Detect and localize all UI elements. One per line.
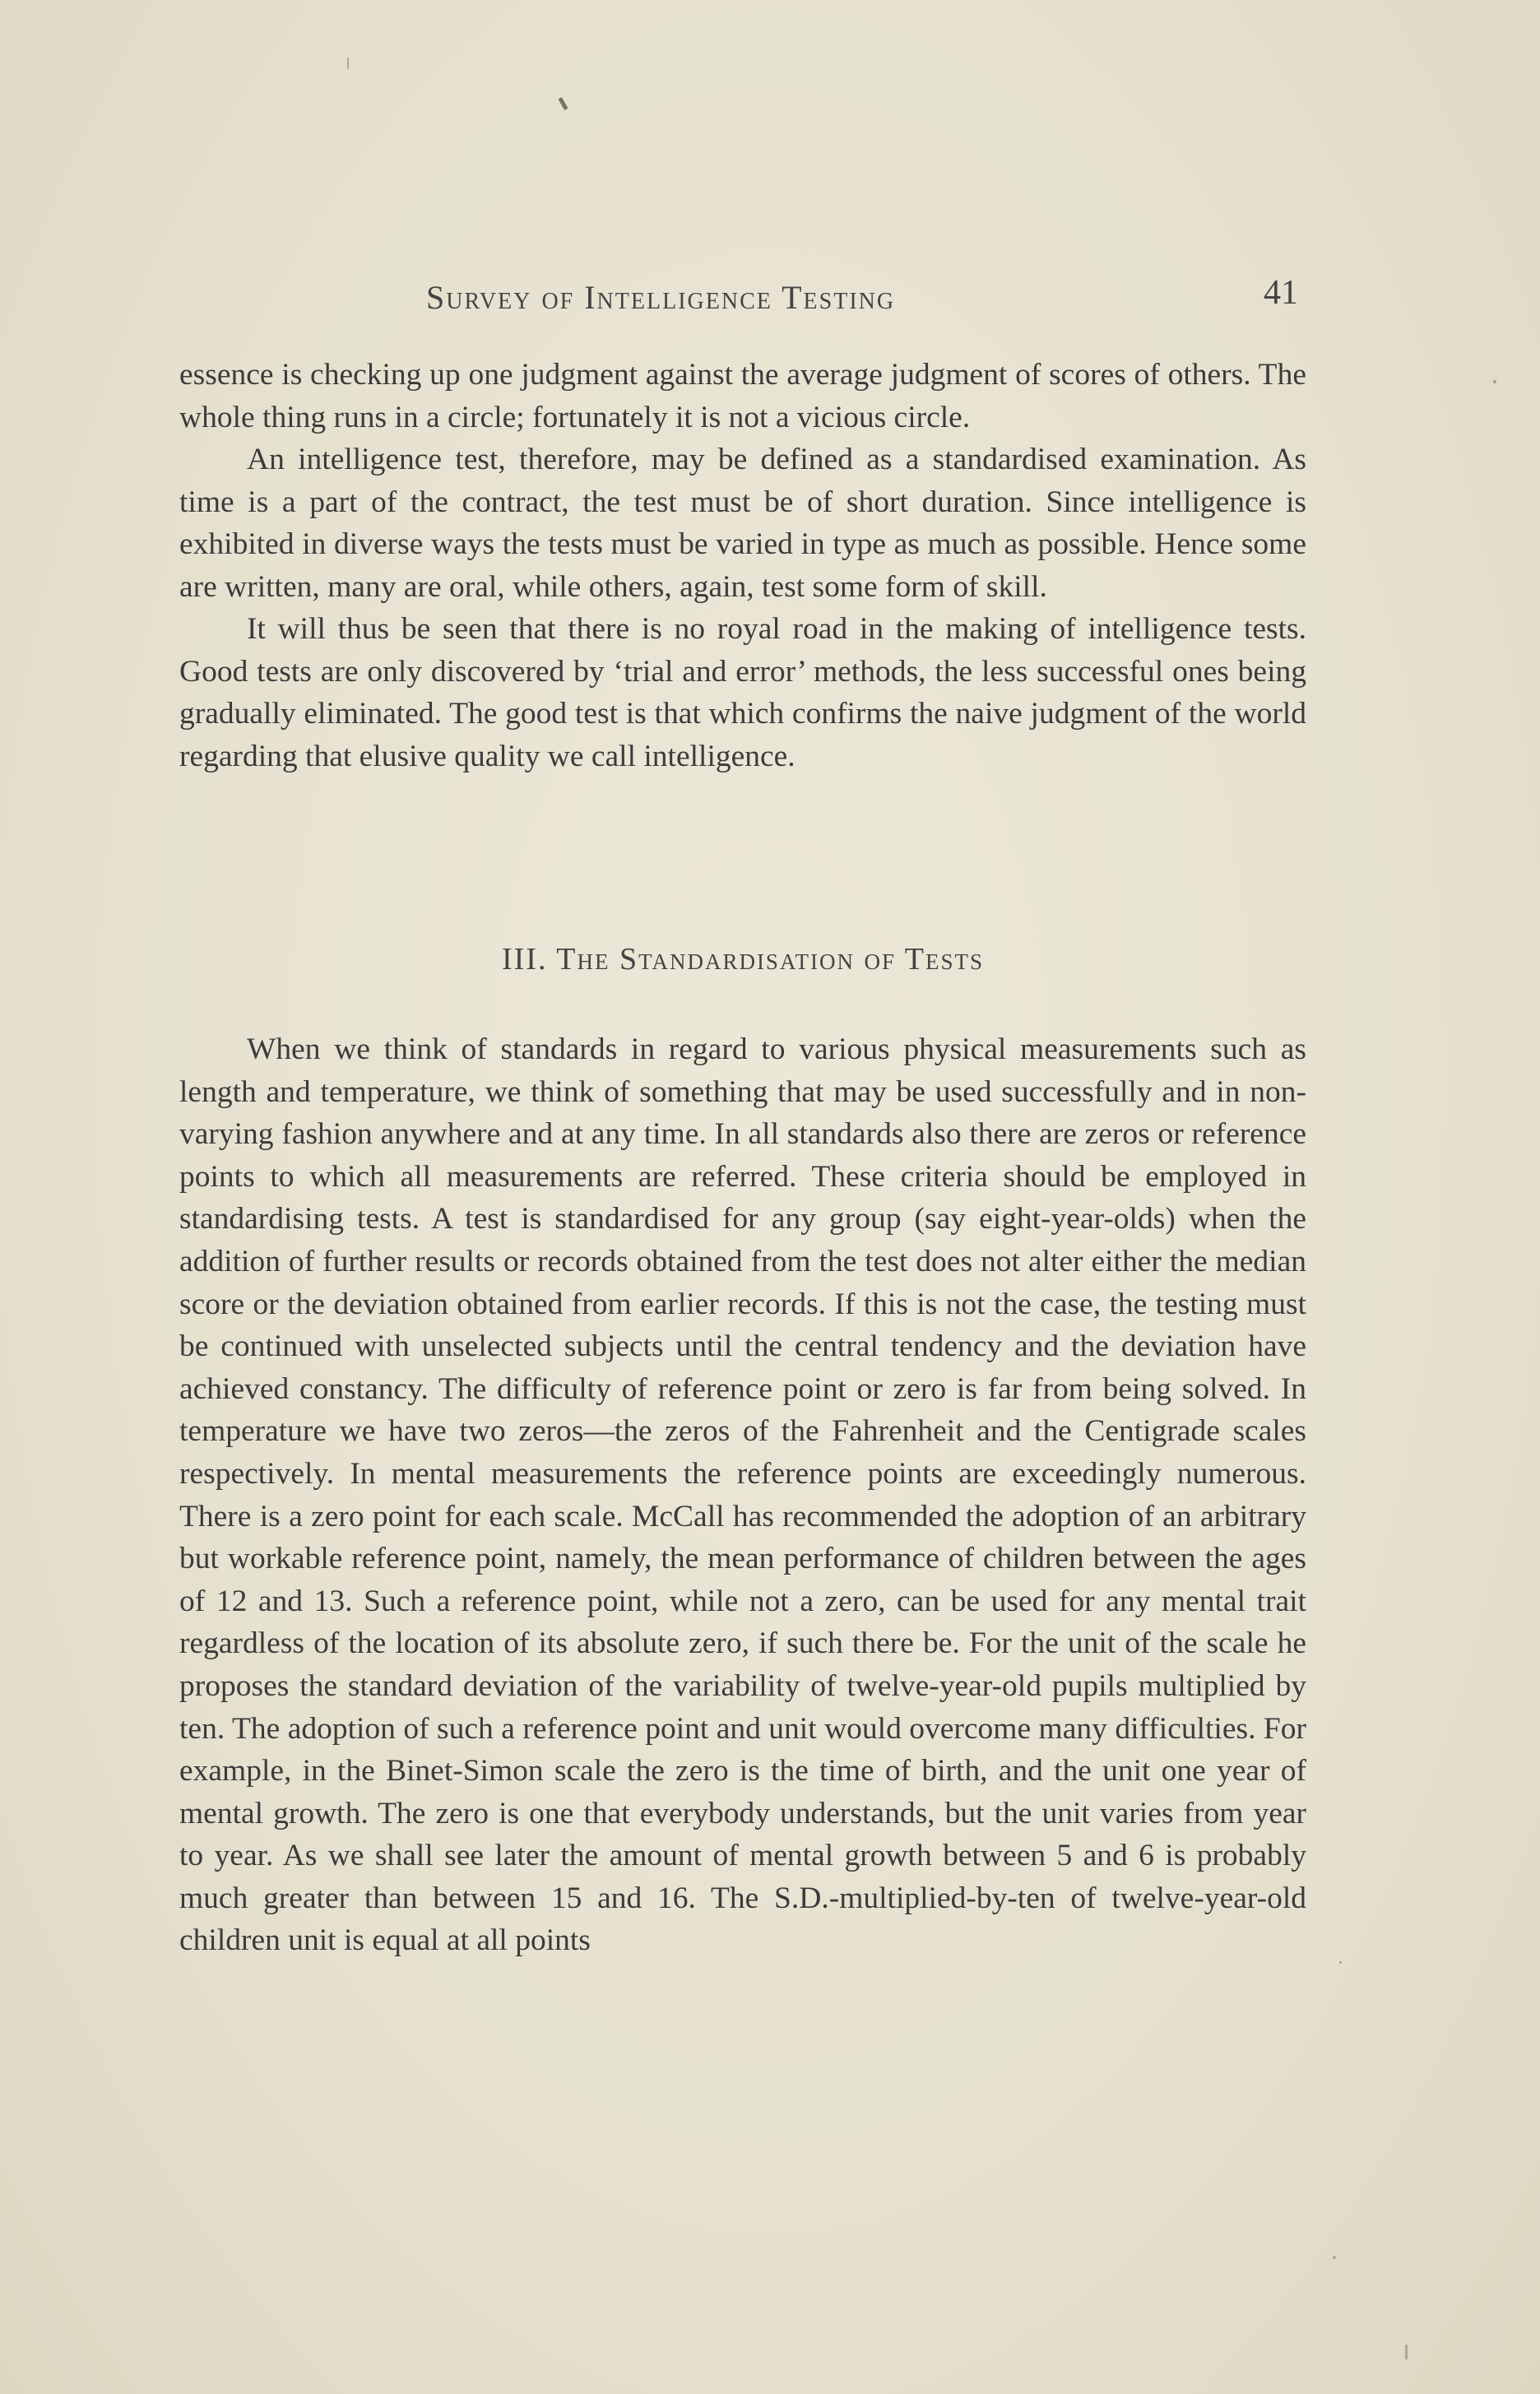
paper-speck xyxy=(1493,380,1496,383)
page-number: 41 xyxy=(1264,274,1298,312)
paragraph-1: essence is checking up one judgment against the average judgment of scores of others. The whole thing runs in a circle; fortunately it is not a vicious circle. xyxy=(179,358,1306,434)
section-heading: III. The Standardisation of Tests xyxy=(502,942,984,977)
body-text-top xyxy=(179,354,1306,777)
body-text-bottom xyxy=(179,1028,1306,1962)
paragraph-4: When we think of standards in regard to various physical measurements such as length and temperature, we think of something that may be used successfully and in non-varying fashion anywhere and at any time. In all standards also there are zeros or reference points to which all measurements are referred. These criteria should be employed in standardising tests. A test is standardised for any group (say eight-year-olds) when the addition of further results or records obtained from the test does not alter either the median score or the deviation obtained from earlier records. If this is not the case, the testing must be continued with unselected subjects until the central tendency and the deviation have achieved constancy. The difficulty of reference point or zero is far from being solved. In temperature we have two zeros—the zeros of the Fahrenheit and the Centigrade scales respectively. In mental measurements the reference points are exceedingly numerous. There is a zero point for each scale. McCall has recommended the adoption of an arbitrary but workable reference point, namely, the mean performance of children between the ages of 12 and 13. Such a reference point, while not a zero, can be used for any mental trait regardless of the location of its absolute zero, if such there be. For the unit of the scale he proposes the standard deviation of the variability of twelve-year-old pupils multiplied by ten. The adoption of such a reference point and unit would overcome many difficulties. For example, in the Binet-Simon scale the zero is the time of birth, and the unit one year of mental growth. The zero is one that everybody understands, but the unit varies from year to year. As we shall see later the amount of mental growth between 5 and 6 is probably much greater than between 15 and 16. The S.D.-multiplied-by-ten of twelve-year-old children unit is equal at all points xyxy=(179,1032,1306,1958)
paper-speck xyxy=(1405,2345,1408,2359)
paper-speck xyxy=(1333,2256,1336,2259)
running-head xyxy=(179,273,1298,322)
paper-speck xyxy=(1339,1961,1342,1964)
paper-speck xyxy=(558,97,568,110)
paragraph-2: An intelligence test, therefore, may be defined as a standardised examination. As time is a part of the contract, the test must be of short duration. Since intelligence is exhibited in diverse ways the tests must be varied in type as much as possible. Hence some are written, many are oral, while others, again, test some form of skill. xyxy=(179,443,1306,604)
running-title: Survey of Intelligence Testing xyxy=(426,279,896,316)
paragraph-3: It will thus be seen that there is no royal road in the making of intelligence tests. Good tests are only discovered by ‘trial and error’ methods, the less successful ones being gradually eliminated. The good test is that which confirms the naive judgment of the world regarding that elusive quality we call intelligence. xyxy=(179,612,1306,773)
paper-speck xyxy=(347,58,349,69)
